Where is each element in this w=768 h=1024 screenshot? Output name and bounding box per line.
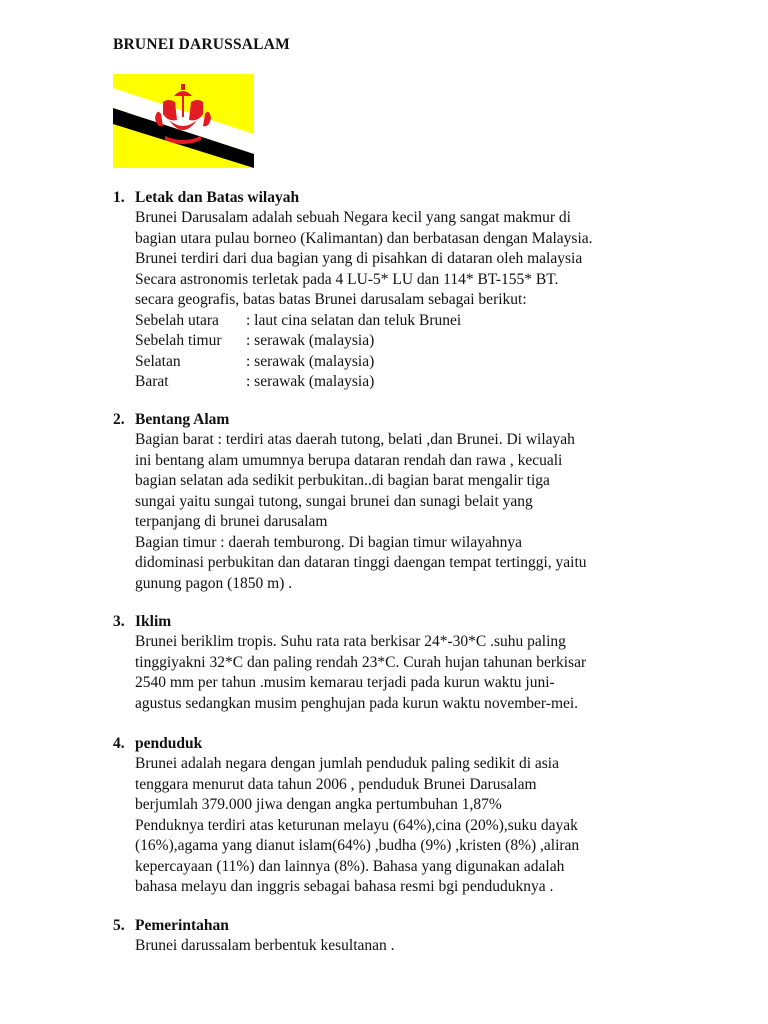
section-body [113, 208, 673, 393]
paragraph-line: ini bentang alam umumnya berupa dataran rendah dan rawa , kecuali [135, 451, 563, 469]
section-heading [113, 916, 673, 936]
paragraph-line: secara geografis, batas batas Brunei darusalam sebagai berikut: [135, 291, 527, 308]
paragraph-line: Brunei adalah negara dengan jumlah penduduk paling sedikit di asia [135, 755, 559, 772]
paragraph-line: gunung pagon (1850 m) . [135, 574, 293, 592]
paragraph-line: (16%),agama yang dianut islam(64%) ,budha (9%) ,kristen (8%) ,aliran [135, 837, 580, 854]
section-heading [113, 188, 673, 208]
border-value: : serawak (malaysia) [246, 373, 375, 390]
paragraph-line: Bagian barat : terdiri atas daerah tutong, belati ,dan Brunei. Di wilayah [135, 431, 575, 448]
paragraph-line: 2540 mm per tahun .musim kemarau terjadi pada kurun waktu juni- [135, 674, 555, 691]
brunei-flag [113, 74, 254, 168]
document-title: BRUNEI DARUSSALAM [113, 36, 290, 53]
section-title: Letak dan Batas wilayah [135, 189, 300, 206]
border-row [135, 311, 673, 332]
paragraph-line: bagian selatan ada sedikit perbukitan..di bagian barat mengalir tiga [135, 472, 550, 489]
section-number: 1. [113, 189, 125, 206]
section-heading [113, 612, 673, 632]
section-number: 2. [113, 411, 125, 428]
border-value: : serawak (malaysia) [246, 332, 375, 349]
paragraph-line: didominasi perbukitan dan dataran tinggi daengan tempat tertinggi, yaitu [135, 554, 587, 571]
paragraph-line: Brunei darussalam berbentuk kesultanan . [135, 937, 395, 954]
section-title: Bentang Alam [135, 411, 230, 428]
paragraph-line: agustus sedangkan musim penghujan pada kurun waktu november-mei. [135, 694, 579, 712]
section-pemerintahan [113, 916, 673, 957]
paragraph-line: Brunei Darusalam adalah sebuah Negara kecil yang sangat makmur di [135, 209, 571, 226]
border-value: : serawak (malaysia) [246, 352, 375, 370]
paragraph-line: bahasa melayu dan inggris sebagai bahasa resmi bgi penduduknya . [135, 878, 554, 895]
paragraph-line: tenggara menurut data tahun 2006 , penduduk Brunei Darusalam [135, 775, 537, 793]
section-number: 3. [113, 613, 125, 630]
section-penduduk [113, 734, 673, 898]
section-heading [113, 734, 673, 754]
paragraph-line: Secara astronomis terletak pada 4 LU-5* LU dan 114* BT-155* BT. [135, 270, 559, 288]
section-body [113, 936, 673, 957]
border-row [135, 372, 673, 393]
section-iklim [113, 612, 673, 714]
paragraph-line: terpanjang di brunei darusalam [135, 513, 328, 530]
paragraph-line: Brunei beriklim tropis. Suhu rata rata berkisar 24*-30*C .suhu paling [135, 633, 566, 650]
section-heading [113, 410, 673, 430]
paragraph-line: Penduknya terdiri atas keturunan melayu (64%),cina (20%),suku dayak [135, 816, 578, 834]
section-title: penduduk [135, 735, 203, 752]
section-body [113, 430, 673, 594]
section-letak-batas [113, 188, 673, 393]
section-number: 5. [113, 917, 125, 934]
paragraph-line: kepercayaan (11%) dan lainnya (8%). Bahasa yang digunakan adalah [135, 857, 565, 875]
section-body [113, 632, 673, 714]
paragraph-line: Brunei terdiri dari dua bagian yang di pisahkan di dataran oleh malaysia [135, 250, 583, 267]
paragraph-line: tinggiyakni 32*C dan paling rendah 23*C. Curah hujan tahunan berkisar [135, 653, 587, 671]
section-body [113, 754, 673, 898]
border-label: Selatan [135, 352, 181, 370]
border-label: Sebelah utara [135, 311, 219, 329]
section-title: Iklim [135, 613, 172, 630]
border-label: Barat [135, 373, 169, 390]
section-number: 4. [113, 735, 125, 752]
border-label: Sebelah timur [135, 332, 222, 349]
paragraph-line: sungai yaitu sungai tutong, sungai brunei dan sunagi belait yang [135, 492, 533, 510]
border-row [135, 352, 673, 373]
paragraph-line: Bagian timur : daerah temburong. Di bagian timur wilayahnya [135, 533, 522, 551]
section-bentang-alam [113, 410, 673, 594]
paragraph-line: bagian utara pulau borneo (Kalimantan) dan berbatasan dengan Malaysia. [135, 229, 593, 247]
border-row [135, 331, 673, 352]
section-title: Pemerintahan [135, 917, 229, 934]
border-value: : laut cina selatan dan teluk Brunei [246, 311, 462, 329]
paragraph-line: berjumlah 379.000 jiwa dengan angka pertumbuhan 1,87% [135, 796, 502, 813]
